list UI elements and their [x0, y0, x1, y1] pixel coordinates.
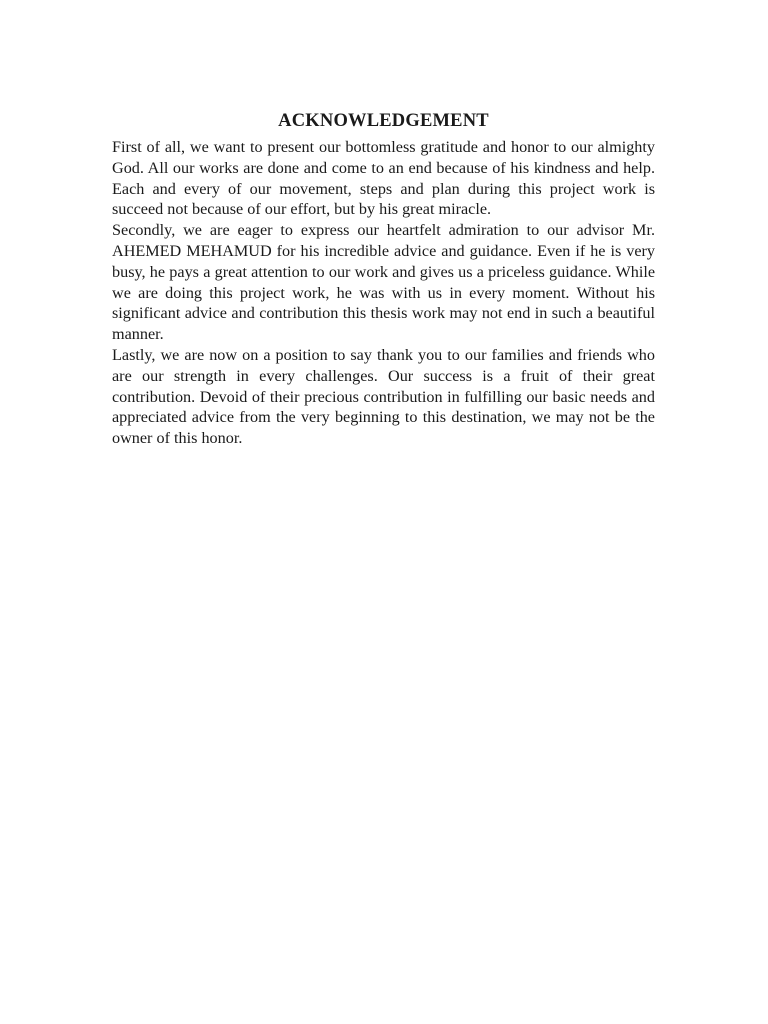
- paragraph-advisor: Secondly, we are eager to express our heartfelt admiration to our advisor Mr. AHEMED MEHAMUD for his incredible advice and guidance. Even if he is very busy, he pays a great attention to our work and gives us a priceless guidance. While we are doing this project work, he was with us in every moment. Without his significant advice and contribution this thesis work may not end in such a beautiful manner.: [112, 221, 655, 344]
- paragraph-families-friends: Lastly, we are now on a position to say thank you to our families and friends who are our strength in every challenges. Our success is a fruit of their great contribution. Devoid of their precious contribution in fulfilling our basic needs and appreciated advice from the very beginning to this destination, we may not be the owner of this honor.: [112, 345, 655, 448]
- document-body: [112, 109, 655, 449]
- page-title: ACKNOWLEDGEMENT: [278, 111, 489, 131]
- paragraph-gratitude-god: First of all, we want to present our bottomless gratitude and honor to our almighty God. All our works are done and come to an end because of his kindness and help. Each and every of our movement, steps and plan during this project work is succeed not because of our effort, but by his great miracle.: [112, 138, 655, 219]
